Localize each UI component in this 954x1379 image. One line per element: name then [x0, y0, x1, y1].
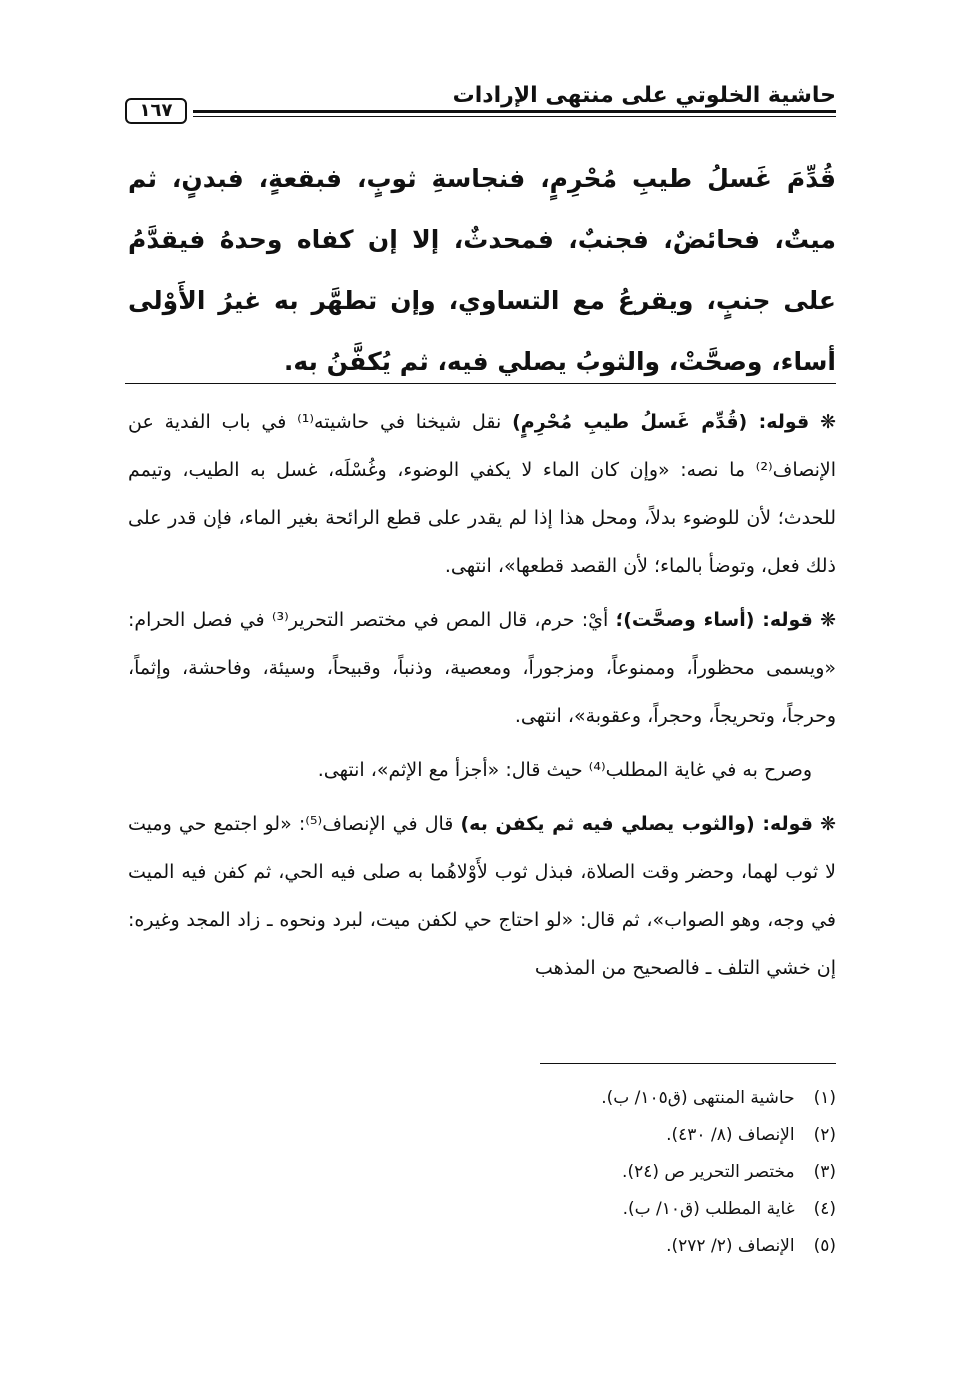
footnote-number: (٢) [813, 1125, 836, 1145]
footnote [416, 1080, 836, 1117]
commentary-paragraph [128, 596, 836, 740]
footnote-number: (٣) [813, 1162, 836, 1182]
footnotes [416, 1080, 836, 1265]
main-text: قُدِّمَ غَسلُ طيبِ مُحْرِمٍ، فنجاسةِ ثوبٍ، فبقعةٍ، فبدنٍ، ثم ميتٌ، فحائضٌ، فجنبٌ، فمحدثٌ، إلا إن كفاه وحدهُ فيقدَّمُ على جنبٍ، ويقرعُ مع التساوي، وإن تطهَّر به غيرُ الأَوْلى أساء، وصحَّتْ، والثوبُ يصلي فيه، ثم يُكفَّنُ به. [128, 164, 836, 376]
footnote-text: غاية المطلب (ق١٠/ ب). [622, 1199, 795, 1219]
commentary [128, 398, 836, 998]
footnote [416, 1228, 836, 1265]
star-marker: ❋ [820, 813, 836, 835]
running-title: حاشية الخلوتي على منتهى الإرادات [452, 83, 836, 108]
star-marker: ❋ [820, 411, 836, 433]
star-marker: ❋ [820, 609, 836, 631]
footnote-number: (٤) [813, 1199, 836, 1219]
footnote [416, 1154, 836, 1191]
page-header [125, 80, 836, 120]
commentary-text: وصرح به في غاية المطلب⁽⁴⁾ حيث قال: «أجزأ مع الإثم»، انتهى. [317, 759, 812, 781]
footnote [416, 1191, 836, 1228]
commentary-paragraph [128, 746, 836, 794]
footnote-text: مختصر التحرير ص (٢٤). [622, 1162, 795, 1182]
main-text-divider [125, 383, 836, 384]
commentary-paragraph [128, 800, 836, 992]
header-rule [193, 110, 836, 113]
commentary-text: نقل شيخنا في حاشيته⁽¹⁾ في باب الفدية عن الإنصاف⁽²⁾ ما نصه: «وإن كان الماء لا يكفي الوضوء، وغُسْلَه، غسل به الطيب، وتيمم للحدث؛ لأن للوضوء بدلاً، ومحل هذا إذا لم يقدر على قطع الرائحة بغير الماء، فإن قدر على ذلك فعل، وتوضأ بالماء؛ لأن القصد قطعها»، انتهى. [128, 411, 836, 577]
footnote-number: (٥) [813, 1236, 836, 1256]
commentary-paragraph [128, 398, 836, 590]
footnote-text: الإنصاف (٨/ ٤٣٠). [666, 1125, 795, 1145]
footnote-text: الإنصاف (٢/ ٢٧٢). [666, 1236, 795, 1256]
commentary-text: أيْ: حرم، قال المص في مختصر التحرير⁽³⁾ في فصل الحرام: «ويسمى محظوراً، وممنوعاً، ومزجوراً، ومعصية، وذنباً، وقبيحاً، وسيئة، وفاحشة، وإثماً، وحرجاً، وتحريجاً، وحجراً، وعقوبة»، انتهى. [128, 609, 836, 727]
footnote [416, 1117, 836, 1154]
page-number: ١٦٧ [125, 98, 187, 124]
lemma: قوله: (قُدِّم غَسلُ طيبِ مُحْرِمٍ) [512, 411, 810, 433]
commentary-text: قال في الإنصاف⁽⁵⁾: «لو اجتمع حي وميت لا ثوب لهما، وحضر وقت الصلاة، فبذل ثوب لأَوْلاهُما به صلى فيه الحي، ثم كفن فيه الميت في وجه، وهو الصواب»، ثم قال: «لو احتاج حي لكفن ميت، لبرد ونحوه ـ زاد المجد وغيره: إن خشي التلف ـ فالصحيح من المذهب [128, 813, 836, 979]
lemma: قوله: (والثوب يصلي فيه ثم يكفن به) [460, 813, 813, 835]
lemma: قوله: (أساء وصحَّت)؛ [615, 609, 813, 631]
header-rule-thin [193, 116, 836, 117]
footnote-number: (١) [813, 1088, 836, 1108]
footnote-text: حاشية المنتهى (ق١٠٥/ ب). [601, 1088, 795, 1108]
footnote-divider [540, 1063, 836, 1064]
